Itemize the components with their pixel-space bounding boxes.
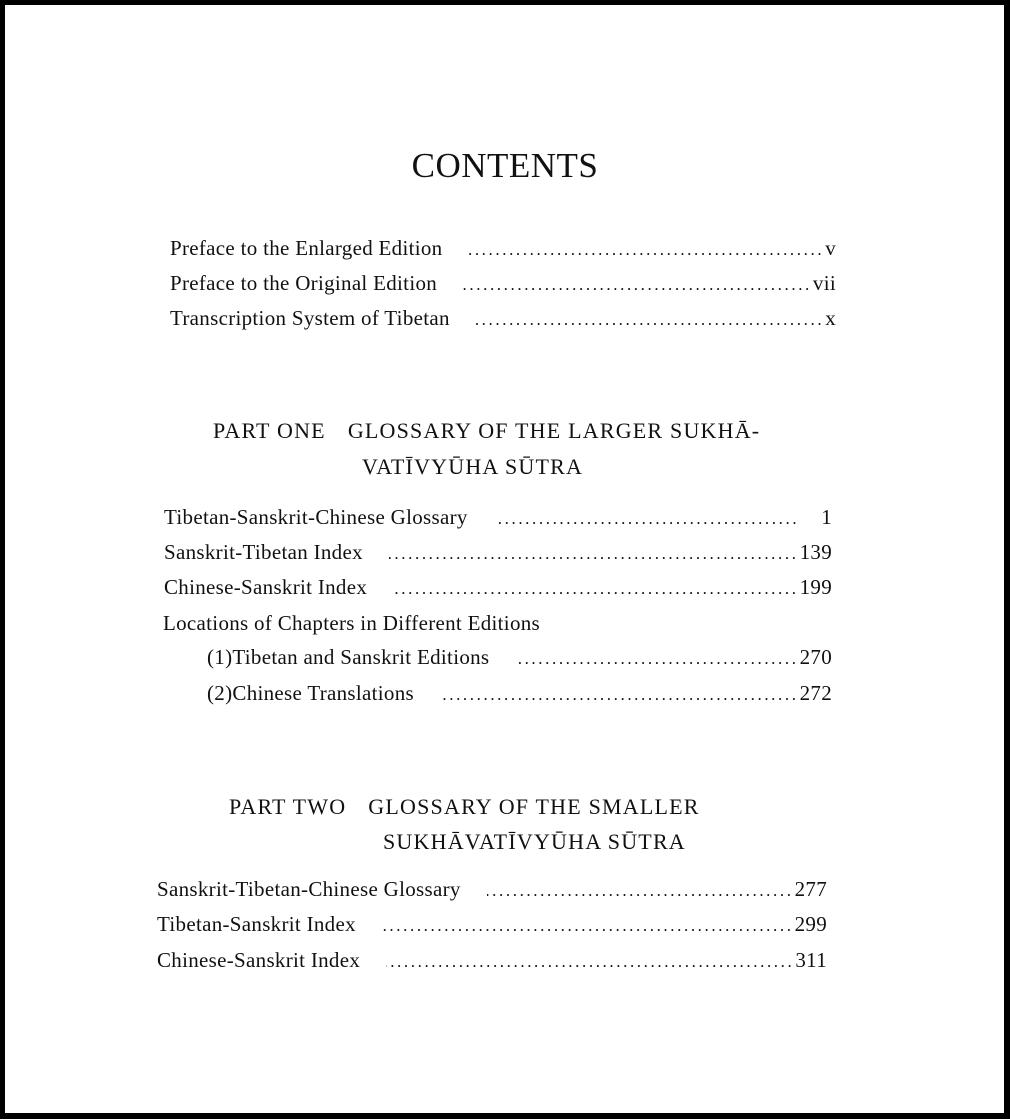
toc-entry-page: 270	[799, 645, 832, 669]
toc-entry-chinese-translations[interactable]	[207, 681, 832, 711]
toc-entry-chi-skt-index[interactable]	[164, 575, 832, 605]
toc-entry-label: Preface to the Original Edition	[170, 271, 438, 295]
part-two-title-line1: GLOSSARY OF THE SMALLER	[368, 794, 700, 819]
toc-entry-page: v	[825, 236, 836, 260]
part-one-heading	[213, 418, 760, 444]
toc-entry-label: Tibetan and Sanskrit Editions	[232, 645, 490, 669]
dot-leader	[515, 649, 798, 669]
toc-entry-tib-skt-index[interactable]	[157, 912, 827, 942]
dot-leader	[487, 881, 794, 901]
toc-entry-skt-tib-index[interactable]	[164, 540, 832, 570]
toc-entry-page: x	[825, 306, 836, 330]
dot-leader	[463, 275, 812, 295]
toc-entry-preface-enlarged[interactable]	[170, 236, 836, 266]
part-one-title-line2: VATĪVYŪHA SŪTRA	[362, 454, 584, 479]
dot-leader	[440, 685, 799, 705]
dot-leader	[389, 544, 799, 564]
toc-entry-page: 1	[821, 505, 832, 529]
dot-leader	[393, 579, 798, 599]
toc-entry-tib-skt-editions[interactable]	[207, 645, 832, 675]
toc-entry-chi-skt-index-2[interactable]	[157, 948, 827, 978]
dot-leader	[469, 240, 825, 260]
toc-entry-page: 311	[795, 948, 827, 972]
part-one-label: PART ONE	[213, 418, 326, 443]
toc-entry-label: Chinese-Sanskrit Index	[164, 575, 368, 599]
dot-leader	[382, 916, 794, 936]
toc-entry-label: Chinese-Sanskrit Index	[157, 948, 361, 972]
locations-heading: Locations of Chapters in Different Editions	[163, 611, 541, 635]
toc-entry-number: (1)	[207, 645, 233, 669]
toc-entry-label: Sanskrit-Tibetan-Chinese Glossary	[157, 877, 461, 901]
toc-entry-label: Tibetan-Sanskrit-Chinese Glossary	[164, 505, 468, 529]
dot-leader	[386, 952, 794, 972]
toc-entry-skt-tib-chi-glossary[interactable]	[157, 877, 827, 907]
page-title: CONTENTS	[411, 146, 599, 185]
toc-entry-page: 299	[794, 912, 827, 936]
toc-entry-page: 139	[799, 540, 832, 564]
toc-entry-label: Tibetan-Sanskrit Index	[157, 912, 356, 936]
toc-entry-page: 199	[799, 575, 832, 599]
toc-entry-tib-skt-chi-glossary[interactable]	[164, 505, 832, 535]
toc-entry-page: vii	[812, 271, 836, 295]
toc-entry-number: (2)	[207, 681, 233, 705]
toc-entry-label: Transcription System of Tibetan	[170, 306, 450, 330]
dot-leader	[476, 310, 824, 330]
toc-entry-label: Sanskrit-Tibetan Index	[164, 540, 363, 564]
part-one-title-line1: GLOSSARY OF THE LARGER SUKHĀ-	[347, 418, 761, 443]
dot-leader	[494, 509, 800, 529]
part-two-heading	[229, 794, 700, 820]
toc-entry-page: 272	[799, 681, 832, 705]
toc-entry-page: 277	[794, 877, 827, 901]
toc-entry-preface-original[interactable]	[170, 271, 836, 301]
part-two-title-line2: SUKHĀVATĪVYŪHA SŪTRA	[383, 829, 686, 854]
part-two-label: PART TWO	[229, 794, 347, 819]
toc-entry-transcription[interactable]	[170, 306, 836, 336]
toc-entry-label: Preface to the Enlarged Edition	[170, 236, 443, 260]
toc-entry-label: Chinese Translations	[232, 681, 414, 705]
